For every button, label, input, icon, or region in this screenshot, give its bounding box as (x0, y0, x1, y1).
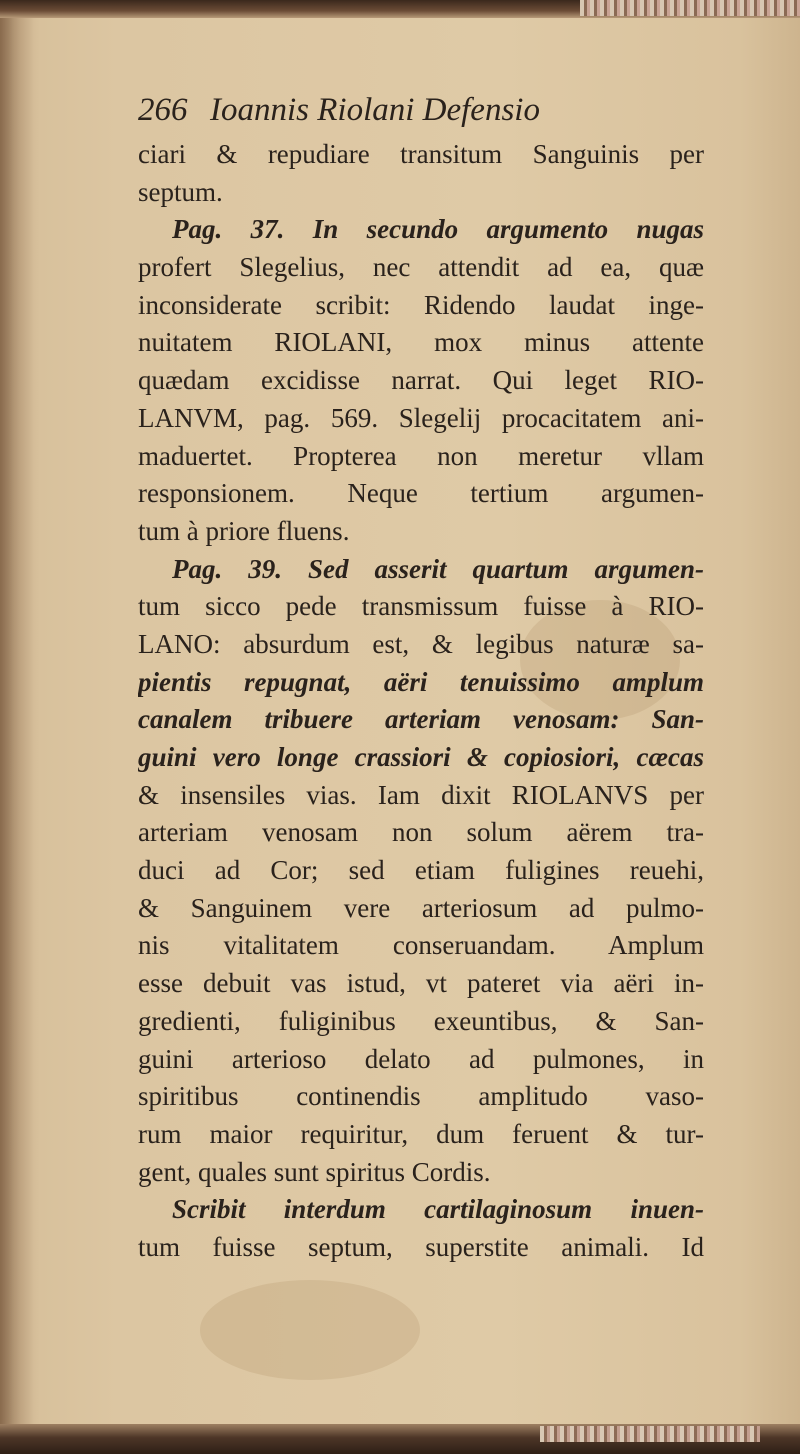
text-line: nis vitalitatem conseruandam. Amplum (138, 930, 704, 961)
page-text (138, 92, 704, 1267)
text-line: guini vero longe crassiori & copiosiori, cæcas (138, 742, 704, 772)
text-line: Pag. 39. Sed asserit quartum argumen- (172, 553, 704, 584)
text-line: rum maior requiritur, dum feruent & tur- (138, 1118, 704, 1149)
text-line: canalem tribuere arteriam venosam: San- (138, 704, 704, 735)
text-line: esse debuit vas istud, vt pateret via aëri in- (138, 968, 704, 999)
text-line: tum à priore fluens. (138, 515, 350, 546)
text-line: gent, quales sunt spiritus Cordis. (138, 1156, 491, 1187)
text-line: spiritibus continendis amplitudo vaso- (138, 1081, 704, 1112)
running-head (138, 92, 704, 136)
text-line: nuitatem RIOLANI, mox minus attente (138, 327, 704, 358)
text-line: ciari & repudiare transitum Sanguinis per (138, 139, 704, 169)
text-line: maduertet. Propterea non meretur vllam (138, 440, 704, 471)
text-line: quædam excidisse narrat. Qui leget RIO- (138, 365, 704, 396)
text-line: responsionem. Neque tertium argumen- (138, 478, 704, 509)
text-line: inconsiderate scribit: Ridendo laudat inge- (138, 289, 704, 320)
headband-bottom (540, 1426, 760, 1442)
text-line: pientis repugnat, aëri tenuissimo amplum (138, 666, 704, 697)
text-line: Scribit interdum cartilaginosum inuen- (172, 1194, 704, 1225)
top-binding-edge (0, 0, 800, 18)
paper-stain (200, 1280, 420, 1380)
text-line: LANVM, pag. 569. Slegelij procacitatem ani- (138, 402, 704, 433)
text-line: gredienti, fuliginibus exeuntibus, & San- (138, 1005, 704, 1036)
bottom-binding-edge (0, 1424, 800, 1454)
text-line: & Sanguinem vere arteriosum ad pulmo- (138, 892, 704, 923)
text-line: Pag. 37. In secundo argumento nugas (172, 214, 704, 245)
text-line: tum fuisse septum, superstite animali. Id (138, 1231, 704, 1262)
page-number: 266 (138, 92, 188, 128)
running-title: Ioannis Riolani Defensio (210, 92, 540, 128)
text-line: septum. (138, 176, 223, 207)
text-line: duci ad Cor; sed etiam fuligines reuehi, (138, 855, 704, 886)
text-line: & insensiles vias. Iam dixit RIOLANVS per (138, 779, 704, 810)
text-line: profert Slegelius, nec attendit ad ea, quæ (138, 252, 704, 283)
headband-top (580, 0, 800, 16)
page-gutter-shadow (0, 0, 34, 1454)
text-line: arteriam venosam non solum aërem tra- (138, 817, 704, 848)
body-text (138, 136, 704, 1267)
text-line: tum sicco pede transmissum fuisse à RIO- (138, 591, 704, 622)
text-line: LANO: absurdum est, & legibus naturæ sa- (138, 628, 704, 659)
text-line: guini arterioso delato ad pulmones, in (138, 1043, 704, 1074)
